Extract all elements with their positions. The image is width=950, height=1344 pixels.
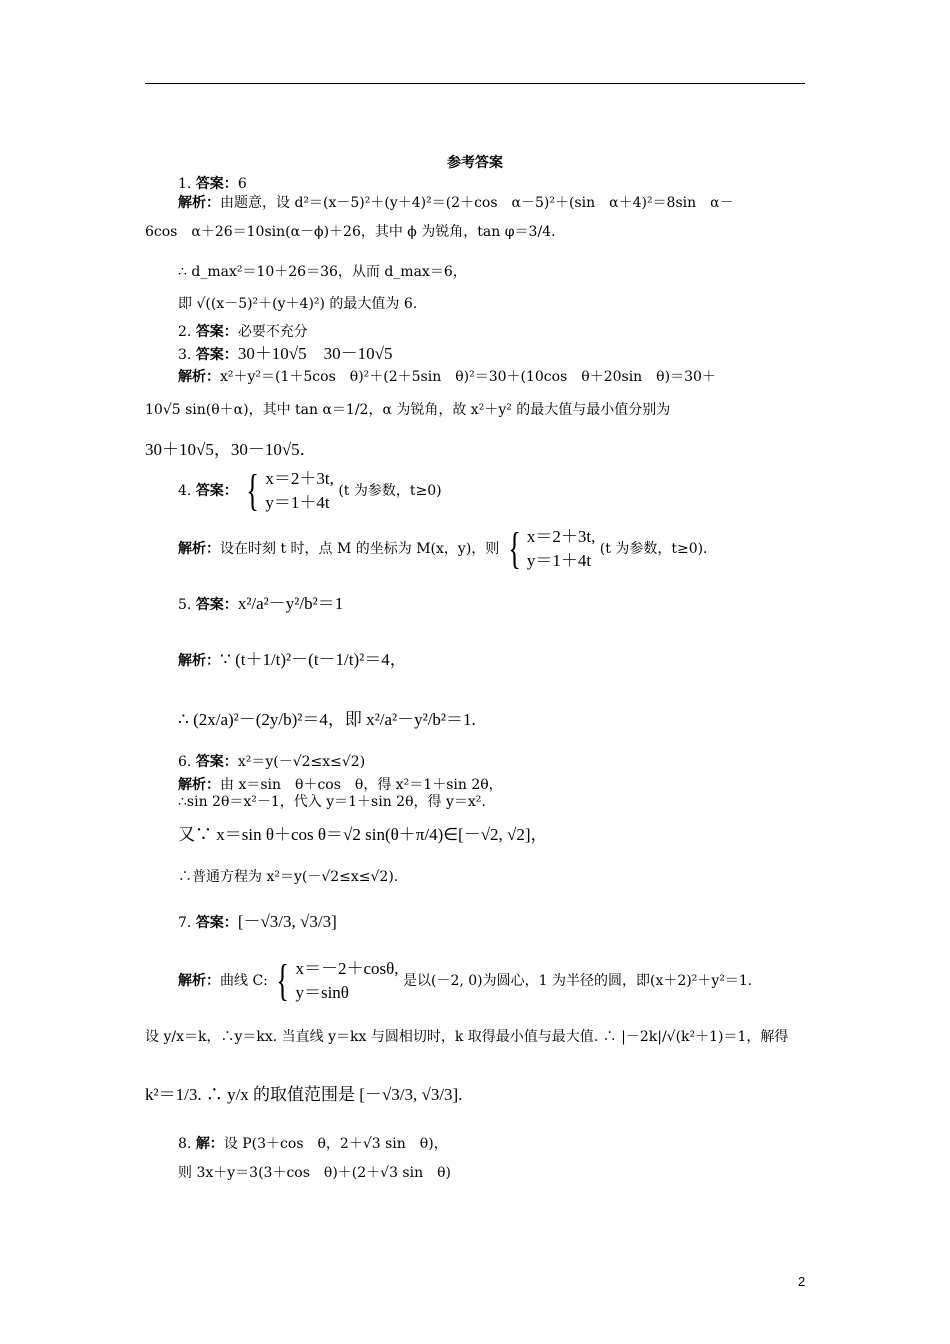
q7-analysis-line3: k²＝1/3. ∴ y/x 的取值范围是 [－√3/3, √3/3].: [145, 1085, 463, 1104]
q1-answer: 1. 答案：6: [178, 176, 247, 192]
header-rule: [145, 83, 805, 84]
q6-analysis-line4: ∴普通方程为 x²＝y(－√2≤x≤√2).: [178, 869, 399, 885]
q2-answer: 2. 答案：必要不充分: [178, 324, 308, 340]
q5-analysis-line1: 解析：∵ (t＋1/t)²－(t－1/t)²＝4，: [178, 650, 407, 669]
q7-analysis-line2: 设 y/x＝k，∴y＝kx. 当直线 y＝kx 与圆相切时，k 取得最小值与最大值. ∴ |－2k|/√(k²＋1)＝1，解得: [145, 1029, 789, 1045]
q8-solution-line1: 8. 解：设 P(3＋cos θ，2＋√3 sin θ)，: [178, 1136, 448, 1152]
q4-answer-system: { x＝2＋3t, y＝1＋4t: [246, 466, 334, 515]
q5-analysis-line2: ∴ (2x/a)²－(2y/b)²＝4，即 x²/a²－y²/b²＝1.: [178, 710, 476, 729]
q1-analysis-line4: 即 √((x－5)²＋(y＋4)²) 的最大值为 6.: [178, 296, 418, 312]
q3-analysis-line3: 30＋10√5，30－10√5．: [145, 440, 317, 459]
q6-analysis-line3: 又∵ x＝sin θ＋cos θ＝√2 sin(θ＋π/4)∈[－√2, √2]，: [178, 825, 548, 844]
q3-analysis-line1: 解析：x²＋y²＝(1＋5cos θ)²＋(2＋5sin θ)²＝30＋(10cos θ＋20sin θ)＝30＋: [178, 369, 716, 385]
q7-analysis-line1: 解析：曲线 C: { x＝－2＋cosθ, y＝sinθ 是以(－2, 0)为圆心，1 为半径的圆，即(x＋2)²＋y²＝1.: [178, 956, 753, 1005]
q3-answer: 3. 答案：30＋10√5 30－10√5: [178, 344, 393, 363]
q4-answer: 4. 答案： { x＝2＋3t, y＝1＋4t (t 为参数，t≥0): [178, 466, 442, 515]
q6-analysis-line1: 解析：由 x＝sin θ＋cos θ，得 x²＝1＋sin 2θ，: [178, 777, 503, 793]
q4-analysis-system: { x＝2＋3t, y＝1＋4t: [507, 524, 596, 573]
q1-analysis-line1: 解析：由题意，设 d²＝(x－5)²＋(y＋4)²＝(2＋cos α－5)²＋(sin α＋4)²＝8sin α－: [178, 195, 734, 211]
q1-analysis-line2: 6cos α＋26＝10sin(α－ϕ)＋26，其中 ϕ 为锐角，tan φ＝3/4．: [145, 224, 566, 240]
q7-curve-system: { x＝－2＋cosθ, y＝sinθ: [276, 956, 399, 1005]
page-title: 参考答案: [447, 155, 503, 171]
q4-analysis: 解析：设在时刻 t 时，点 M 的坐标为 M(x，y)，则 { x＝2＋3t, y＝1＋4t (t 为参数，t≥0)．: [178, 524, 718, 573]
q6-analysis-line2: ∴sin 2θ＝x²－1，代入 y＝1＋sin 2θ，得 y＝x².: [178, 794, 486, 810]
page-number: 2: [798, 1274, 806, 1289]
q8-solution-line2: 则 3x＋y＝3(3＋cos θ)＋(2＋√3 sin θ): [178, 1165, 451, 1181]
q5-answer: 5. 答案：x²/a²－y²/b²＝1: [178, 594, 344, 613]
q7-answer: 7. 答案：[－√3/3, √3/3]: [178, 912, 337, 931]
q6-answer: 6. 答案：x²＝y(－√2≤x≤√2): [178, 754, 366, 770]
q1-analysis-line3: ∴ d_max²＝10＋26＝36，从而 d_max＝6，: [178, 264, 467, 280]
q3-analysis-line2: 10√5 sin(θ＋α)，其中 tan α＝1/2，α 为锐角，故 x²＋y² 的最大值与最小值分别为: [145, 402, 671, 418]
